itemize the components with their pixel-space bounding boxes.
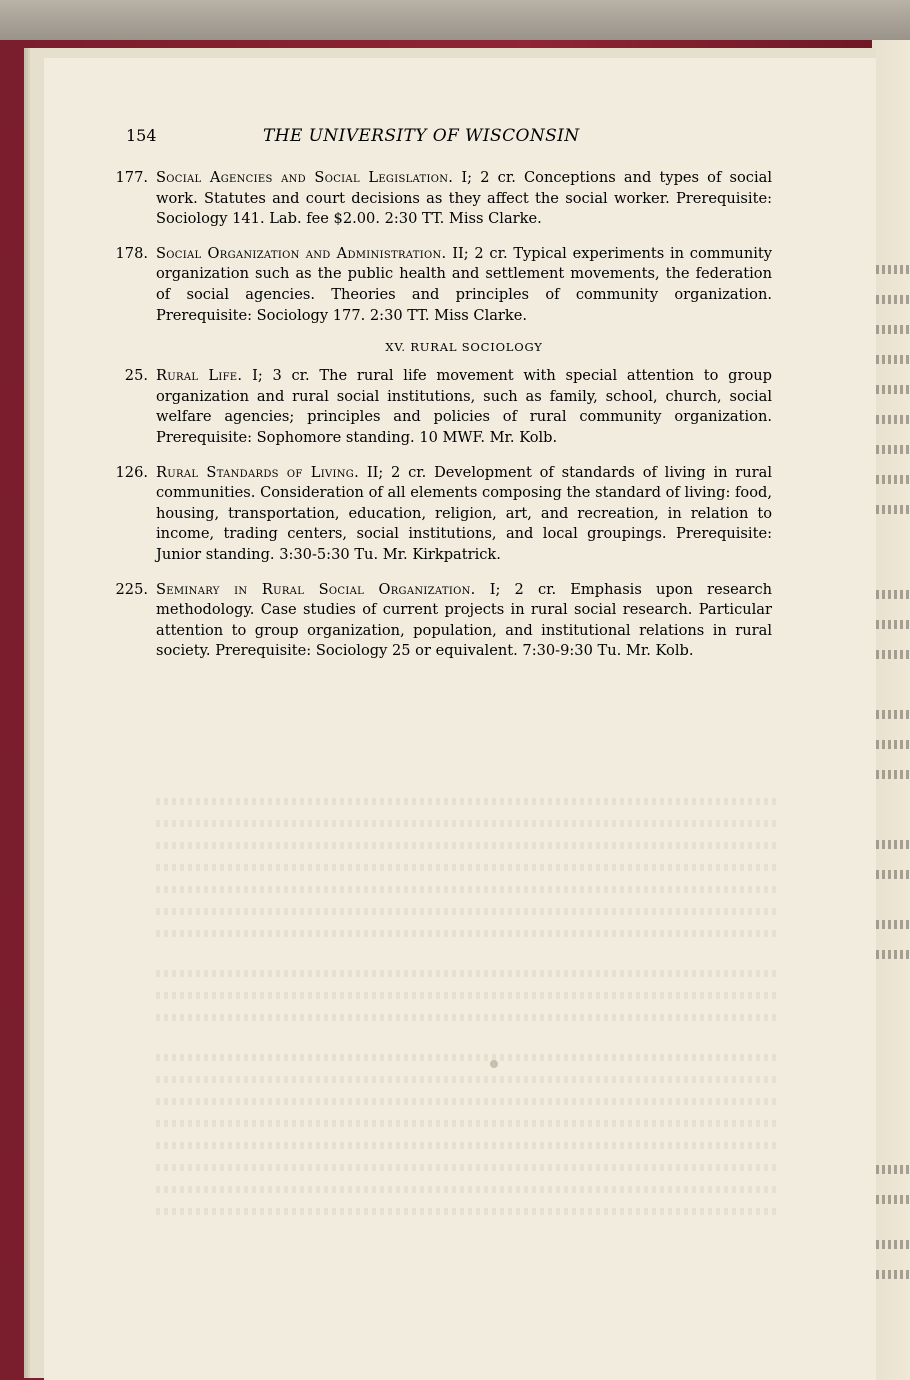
course-title: Seminary in Rural Social Organization.	[156, 580, 476, 598]
course-entry	[112, 168, 772, 230]
course-description: I; 3 cr. The rural life movement with special attention to group organization and rural social institutions, such as family, school, church, social welfare agencies; principles and policies of rural community organization. Prerequisite: Sophomore standing. 10 MWF. Mr. Kolb.	[156, 367, 772, 446]
course-listing	[112, 168, 772, 676]
facing-page-edge	[872, 40, 910, 1380]
course-entry	[112, 463, 772, 566]
running-head	[126, 126, 736, 150]
course-entry	[112, 580, 772, 662]
course-description: I; 2 cr. Conceptions and types of social work. Statutes and court decisions as they affect the social worker. Prerequisite: Sociology 141. Lab. fee $2.00. 2:30 TT. Miss Clarke.	[156, 169, 773, 228]
page-number: 154	[126, 126, 157, 145]
course-description: I; 2 cr. Emphasis upon research methodology. Case studies of current projects in rural social research. Particular attention to group organization, population, and institutional relations in rural society. Prerequisite: Sociology 25 or equivalent. 7:30-9:30 Tu. Mr. Kolb.	[156, 580, 773, 660]
course-number: 126.	[115, 463, 148, 481]
course-title: Rural Life.	[156, 367, 243, 385]
section-heading: XV. RURAL SOCIOLOGY	[385, 340, 543, 355]
course-entry	[112, 366, 772, 448]
scan-background	[0, 0, 910, 40]
course-title: Rural Standards of Living.	[156, 463, 360, 481]
course-description: II; 2 cr. Development of standards of living in rural communities. Consideration of all elements composing the standard of living: food, housing, transportation, education, religion, art, and recreation, in relation to income, trading centers, social institutions, and local groupings. Prerequisite: Junior standing. 3:30-5:30 Tu. Mr. Kirkpatrick.	[156, 463, 773, 563]
running-title: THE UNIVERSITY OF WISCONSIN	[263, 126, 580, 146]
course-number: 225.	[115, 580, 148, 598]
course-number: 25.	[124, 367, 148, 385]
course-number: 178.	[115, 244, 148, 262]
course-number: 177.	[115, 169, 148, 186]
course-description: II; 2 cr. Typical experiments in community organization such as the public health and settlement movements, the federation of social agencies. Theories and principles of community organization. Prerequisite: Sociology 177. 2:30 TT. Miss Clarke.	[156, 244, 773, 324]
course-entry	[112, 244, 772, 326]
course-title: Social Agencies and Social Legislation.	[156, 169, 454, 186]
paper-mark	[490, 1060, 498, 1068]
course-title: Social Organization and Administration.	[156, 244, 447, 262]
